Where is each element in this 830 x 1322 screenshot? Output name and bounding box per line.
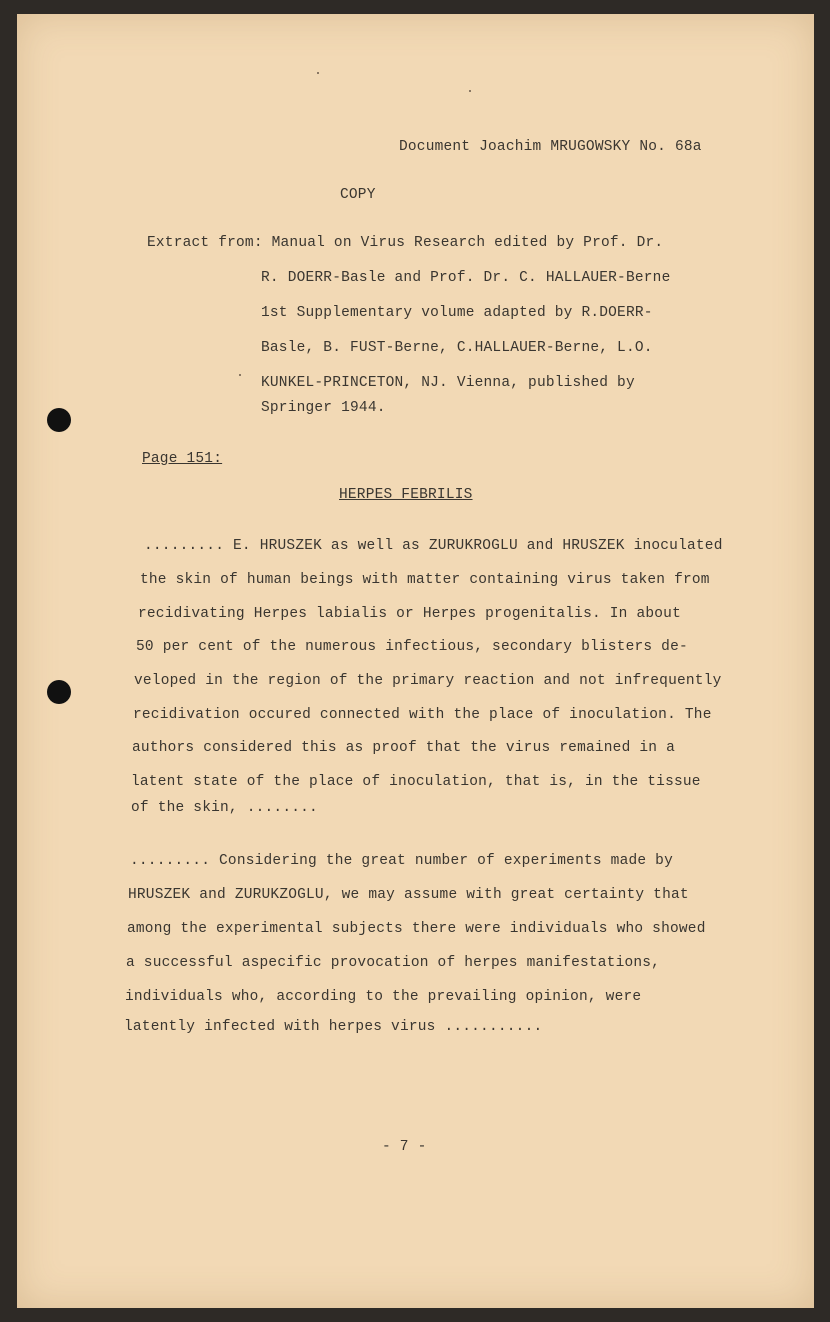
extract-line-6: Springer 1944.: [261, 400, 386, 416]
punch-hole-top: [47, 408, 71, 432]
document-page: [17, 14, 814, 1308]
paragraph1-line-6: recidivation occured connected with the place of inoculation. The: [133, 707, 712, 723]
paragraph2-line-5: individuals who, according to the prevailing opinion, were: [125, 989, 642, 1005]
extract-line-4: Basle, B. FUST-Berne, C.HALLAUER-Berne, L.O.: [261, 340, 653, 356]
paragraph1-line-7: authors considered this as proof that the virus remained in a: [132, 740, 675, 756]
extract-line-1: Extract from: Manual on Virus Research edited by Prof. Dr.: [147, 235, 664, 251]
copy-label: COPY: [340, 187, 376, 203]
page-number: - 7 -: [382, 1139, 427, 1155]
paper-speck: [239, 374, 241, 376]
paragraph2-line-6: latently infected with herpes virus ...........: [124, 1019, 543, 1035]
paragraph1-line-1: ......... E. HRUSZEK as well as ZURUKROGLU and HRUSZEK inoculated: [144, 538, 723, 554]
page-heading: Page 151:: [142, 451, 223, 467]
paragraph2-line-1: ......... Considering the great number of experiments made by: [130, 853, 673, 869]
paragraph1-line-2: the skin of human beings with matter containing virus taken from: [140, 572, 710, 588]
paragraph1-line-8: latent state of the place of inoculation, that is, in the tissue: [131, 774, 701, 790]
paragraph1-line-5: veloped in the region of the primary reaction and not infrequently: [134, 673, 722, 689]
extract-line-3: 1st Supplementary volume adapted by R.DOERR-: [261, 305, 653, 321]
paragraph1-line-4: 50 per cent of the numerous infectious, secondary blisters de-: [136, 639, 688, 655]
paragraph2-line-2: HRUSZEK and ZURUKZOGLU, we may assume with great certainty that: [128, 887, 689, 903]
paper-speck: [317, 72, 319, 74]
paragraph1-line-3: recidivating Herpes labialis or Herpes progenitalis. In about: [138, 606, 681, 622]
paper-speck: [469, 90, 471, 92]
paragraph2-line-4: a successful aspecific provocation of herpes manifestations,: [126, 955, 661, 971]
punch-hole-bottom: [47, 680, 71, 704]
extract-line-5: KUNKEL-PRINCETON, NJ. Vienna, published by: [261, 375, 635, 391]
paragraph1-line-9: of the skin, ........: [131, 800, 318, 816]
extract-line-2: R. DOERR-Basle and Prof. Dr. C. HALLAUER-Berne: [261, 270, 671, 286]
paragraph2-line-3: among the experimental subjects there were individuals who showed: [127, 921, 706, 937]
document-reference: Document Joachim MRUGOWSKY No. 68a: [399, 139, 702, 155]
section-title: HERPES FEBRILIS: [339, 487, 473, 503]
